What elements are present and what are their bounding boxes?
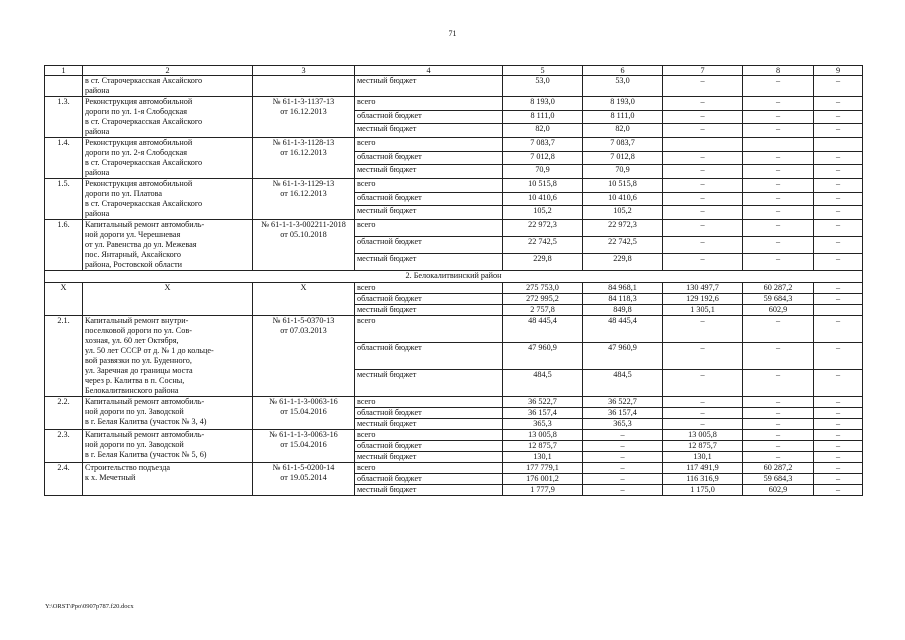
object-name-line: ной дороги по ул. Заводской [85, 406, 184, 416]
table-body [45, 66, 863, 496]
funding-source: областной бюджет [355, 110, 503, 124]
amount-cell: 8 193,0 [583, 97, 663, 111]
amount-cell: 7 012,8 [503, 151, 583, 165]
amount-cell: – [663, 151, 743, 165]
amount-cell: – [814, 237, 863, 254]
item-number: 1.4. [45, 138, 83, 179]
object-name-line: Капитальный ремонт автомобиль- [85, 220, 205, 229]
funding-source: местный бюджет [355, 124, 503, 138]
amount-cell: 22 742,5 [503, 237, 583, 254]
amount-cell: – [743, 369, 814, 396]
funding-source: местный бюджет [355, 254, 503, 271]
funding-source: местный бюджет [355, 206, 503, 220]
amount-cell: – [814, 206, 863, 220]
funding-source: областной бюджет [355, 151, 503, 165]
amount-cell: – [743, 315, 814, 342]
amount-cell: – [663, 192, 743, 206]
page-number: 71 [448, 29, 457, 38]
object-name-line: ул. Заречная до границы моста [85, 365, 193, 375]
amount-cell: – [814, 407, 863, 418]
amount-cell: – [814, 282, 863, 293]
funding-source: областной бюджет [355, 407, 503, 418]
item-number: 2.1. [45, 315, 83, 396]
amount-cell: – [814, 293, 863, 304]
amount-cell: 36 522,7 [583, 396, 663, 407]
amount-cell: 8 111,0 [583, 110, 663, 124]
amount-cell: – [743, 451, 814, 462]
item-number: 2.2. [45, 396, 83, 429]
amount-cell: 1 777,9 [503, 484, 583, 495]
funding-source: всего [355, 429, 503, 440]
amount-cell: 7 083,7 [583, 138, 663, 152]
object-name-line: района, Ростовской области [85, 260, 183, 269]
header-cell: 9 [814, 66, 863, 76]
amount-cell: – [583, 440, 663, 451]
amount-cell: 47 960,9 [583, 342, 663, 369]
amount-cell: – [743, 192, 814, 206]
amount-cell: 602,9 [743, 484, 814, 495]
amount-cell: 117 491,9 [663, 462, 743, 473]
amount-cell: – [814, 451, 863, 462]
amount-cell: – [583, 462, 663, 473]
amount-cell [814, 304, 863, 315]
amount-cell [663, 138, 743, 152]
header-cell: 1 [45, 66, 83, 76]
amount-cell: 130,1 [663, 451, 743, 462]
header-cell: 3 [253, 66, 355, 76]
header-cell: 6 [583, 66, 663, 76]
document-ref-line: № 61-1-1-3-0063-16 [269, 429, 338, 439]
amount-cell: – [583, 484, 663, 495]
amount-cell: – [814, 396, 863, 407]
funding-source: местный бюджет [355, 369, 503, 396]
amount-cell: 13 005,8 [503, 429, 583, 440]
document-ref-line: № 61-1-5-0200-14 [272, 462, 335, 472]
amount-cell: – [663, 407, 743, 418]
document-ref-line: № 61-1-3-1128-13 [272, 138, 335, 147]
amount-cell: – [814, 110, 863, 124]
document-ref [253, 138, 355, 179]
table-row [45, 396, 863, 407]
object-name-line: в ст. Старочеркасская Аксайского [85, 117, 203, 126]
amount-cell: 10 515,8 [503, 179, 583, 193]
amount-cell: 70,9 [503, 165, 583, 179]
document-ref [253, 76, 355, 97]
amount-cell: – [663, 179, 743, 193]
object-name [83, 220, 253, 271]
amount-cell: 2 757,8 [503, 304, 583, 315]
table-row [45, 138, 863, 152]
section-title: 2. Белокалитвинский район [45, 271, 863, 283]
object-name-line: района [85, 168, 110, 177]
amount-cell: – [663, 220, 743, 237]
table-row [45, 315, 863, 342]
object-name-line: от ул. Равенства до ул. Межевая [85, 240, 197, 249]
funding-source: всего [355, 220, 503, 237]
amount-cell: – [814, 315, 863, 342]
amount-cell: – [663, 315, 743, 342]
amount-cell: 10 515,8 [583, 179, 663, 193]
amount-cell: – [583, 429, 663, 440]
amount-cell: 105,2 [583, 206, 663, 220]
file-path-footer: Y:\ORST\Ppo\0907p787.f20.docx [45, 603, 134, 610]
document-ref-line: № 61-1-1-3-002211-2018 [261, 220, 346, 229]
document-ref-line: X [300, 282, 307, 292]
funding-source: всего [355, 315, 503, 342]
amount-cell: 10 410,6 [583, 192, 663, 206]
object-name-line: в г. Белая Калитва (участок № 3, 4) [85, 416, 207, 426]
funding-source: областной бюджет [355, 192, 503, 206]
amount-cell: – [743, 254, 814, 271]
amount-cell: 22 742,5 [583, 237, 663, 254]
amount-cell: 10 410,6 [503, 192, 583, 206]
amount-cell: – [743, 342, 814, 369]
amount-cell: – [814, 220, 863, 237]
document-ref-line: от 15.04.2016 [280, 439, 327, 449]
object-name-line: X [164, 282, 171, 292]
item-number: 1.6. [45, 220, 83, 271]
amount-cell: – [743, 76, 814, 97]
amount-cell: 47 960,9 [503, 342, 583, 369]
funding-source: всего [355, 396, 503, 407]
amount-cell: 105,2 [503, 206, 583, 220]
object-name-line: района [85, 86, 110, 95]
item-number: 2.3. [45, 429, 83, 462]
funding-source: местный бюджет [355, 165, 503, 179]
amount-cell: – [814, 369, 863, 396]
amount-cell: – [814, 97, 863, 111]
object-name-line: дороги по ул. Платова [85, 189, 163, 198]
amount-cell: – [814, 165, 863, 179]
table-row [45, 97, 863, 111]
amount-cell: – [663, 254, 743, 271]
amount-cell: 8 111,0 [503, 110, 583, 124]
amount-cell: – [743, 124, 814, 138]
amount-cell: 13 005,8 [663, 429, 743, 440]
object-name-line: вой развязки по ул. Буденного, [85, 355, 192, 365]
object-name-line: Реконструкция автомобильной [85, 138, 193, 147]
amount-cell: 82,0 [503, 124, 583, 138]
amount-cell: – [743, 396, 814, 407]
object-name-line: дороги по ул. 2-я Слободская [85, 148, 188, 157]
amount-cell: 82,0 [583, 124, 663, 138]
amount-cell: – [743, 237, 814, 254]
object-name-line: дороги по ул. 1-я Слободская [85, 107, 188, 116]
amount-cell: – [743, 407, 814, 418]
table-row [45, 282, 863, 293]
object-name-line: Реконструкция автомобильной [85, 97, 193, 106]
object-name-line: ной дороги ул. Черешневая [85, 230, 181, 239]
document-ref [253, 429, 355, 462]
amount-cell: 272 995,2 [503, 293, 583, 304]
budget-table [44, 65, 863, 496]
amount-cell: – [814, 151, 863, 165]
object-name [83, 138, 253, 179]
funding-source: местный бюджет [355, 304, 503, 315]
item-number: 1.5. [45, 179, 83, 220]
item-number [45, 76, 83, 97]
amount-cell: – [743, 179, 814, 193]
amount-cell: 177 779,1 [503, 462, 583, 473]
table-row [45, 179, 863, 193]
amount-cell: – [583, 451, 663, 462]
object-name-line: в ст. Старочеркасская Аксайского [85, 199, 203, 208]
amount-cell: – [663, 369, 743, 396]
object-name [83, 179, 253, 220]
document-ref-line: № 61-1-3-1129-13 [272, 179, 335, 188]
funding-source: всего [355, 462, 503, 473]
amount-cell: 1 305,1 [663, 304, 743, 315]
amount-cell: – [814, 440, 863, 451]
object-name-line: хозная, ул. 60 лет Октября, [85, 335, 179, 345]
object-name-line: Строительство подъезда [85, 462, 171, 472]
object-name [83, 462, 253, 495]
object-name-line: в г. Белая Калитва (участок № 5, 6) [85, 449, 207, 459]
funding-source: областной бюджет [355, 293, 503, 304]
amount-cell: 70,9 [583, 165, 663, 179]
table-row [45, 76, 863, 97]
amount-cell: 116 316,9 [663, 473, 743, 484]
amount-cell: – [743, 165, 814, 179]
amount-cell: – [814, 254, 863, 271]
item-number: 1.3. [45, 97, 83, 138]
amount-cell: – [663, 342, 743, 369]
amount-cell: 484,5 [583, 369, 663, 396]
amount-cell: 12 875,7 [663, 440, 743, 451]
amount-cell: 602,9 [743, 304, 814, 315]
object-name-line: к х. Мечетный [85, 472, 136, 482]
funding-source: всего [355, 179, 503, 193]
amount-cell: 129 192,6 [663, 293, 743, 304]
header-row [45, 66, 863, 76]
document-ref-line: № 61-1-5-0370-13 [272, 315, 335, 325]
amount-cell: 484,5 [503, 369, 583, 396]
amount-cell: – [743, 418, 814, 429]
document-ref-line: № 61-1-3-1137-13 [272, 97, 335, 106]
header-cell: 5 [503, 66, 583, 76]
amount-cell: – [814, 179, 863, 193]
amount-cell: 8 193,0 [503, 97, 583, 111]
amount-cell: – [814, 124, 863, 138]
amount-cell: 176 001,2 [503, 473, 583, 484]
funding-source: местный бюджет [355, 451, 503, 462]
amount-cell: 229,8 [503, 254, 583, 271]
document-ref-line: от 16.12.2013 [280, 189, 327, 198]
amount-cell [743, 138, 814, 152]
document-ref [253, 282, 355, 315]
amount-cell: 60 287,2 [743, 282, 814, 293]
object-name-line: пос. Янтарный, Аксайского [85, 250, 181, 259]
amount-cell: 48 445,4 [503, 315, 583, 342]
amount-cell: – [743, 220, 814, 237]
amount-cell: 849,8 [583, 304, 663, 315]
amount-cell: – [743, 97, 814, 111]
funding-source: всего [355, 97, 503, 111]
object-name-line: Реконструкция автомобильной [85, 179, 193, 188]
amount-cell: 53,0 [503, 76, 583, 97]
object-name-line: района [85, 127, 110, 136]
amount-cell: 36 157,4 [583, 407, 663, 418]
amount-cell: – [743, 151, 814, 165]
object-name-line: района [85, 209, 110, 218]
amount-cell: – [814, 76, 863, 97]
table-row [45, 462, 863, 473]
object-name [83, 429, 253, 462]
document-ref [253, 462, 355, 495]
amount-cell: – [743, 429, 814, 440]
document-ref [253, 179, 355, 220]
amount-cell: 12 875,7 [503, 440, 583, 451]
amount-cell: 59 684,3 [743, 293, 814, 304]
amount-cell: 365,3 [583, 418, 663, 429]
header-cell: 4 [355, 66, 503, 76]
object-name [83, 315, 253, 396]
amount-cell: – [814, 429, 863, 440]
amount-cell: – [663, 396, 743, 407]
amount-cell: – [663, 237, 743, 254]
amount-cell: 130,1 [503, 451, 583, 462]
amount-cell: – [743, 440, 814, 451]
funding-source: местный бюджет [355, 484, 503, 495]
amount-cell: 60 287,2 [743, 462, 814, 473]
document-ref [253, 220, 355, 271]
amount-cell: 7 012,8 [583, 151, 663, 165]
amount-cell: 365,3 [503, 418, 583, 429]
section-row [45, 271, 863, 283]
funding-source: областной бюджет [355, 342, 503, 369]
amount-cell: 84 118,3 [583, 293, 663, 304]
amount-cell: – [663, 165, 743, 179]
amount-cell: – [814, 484, 863, 495]
object-name-line: в ст. Старочеркасская Аксайского [85, 158, 203, 167]
object-name-line: ной дороги по ул. Заводской [85, 439, 184, 449]
object-name [83, 97, 253, 138]
amount-cell: – [814, 342, 863, 369]
amount-cell: – [663, 110, 743, 124]
object-name [83, 76, 253, 97]
document-ref [253, 97, 355, 138]
funding-source: областной бюджет [355, 473, 503, 484]
amount-cell: – [583, 473, 663, 484]
amount-cell: – [743, 206, 814, 220]
amount-cell: – [814, 473, 863, 484]
document-ref-line: от 16.12.2013 [280, 107, 327, 116]
amount-cell: 22 972,3 [583, 220, 663, 237]
table-row [45, 220, 863, 237]
funding-source: всего [355, 282, 503, 293]
object-name-line: через р. Калитва в п. Сосны, [85, 375, 185, 385]
item-number: 2.4. [45, 462, 83, 495]
document-ref-line: от 05.10.2018 [280, 230, 327, 239]
funding-source: всего [355, 138, 503, 152]
object-name-line: Капитальный ремонт автомобиль- [85, 429, 205, 439]
funding-source: областной бюджет [355, 440, 503, 451]
amount-cell: 1 175,0 [663, 484, 743, 495]
amount-cell: 36 157,4 [503, 407, 583, 418]
header-cell: 2 [83, 66, 253, 76]
document-ref-line: от 19.05.2014 [280, 472, 327, 482]
amount-cell: – [814, 418, 863, 429]
amount-cell: – [814, 192, 863, 206]
object-name [83, 282, 253, 315]
document-ref-line: от 16.12.2013 [280, 148, 327, 157]
amount-cell: 22 972,3 [503, 220, 583, 237]
amount-cell: 229,8 [583, 254, 663, 271]
funding-source: местный бюджет [355, 418, 503, 429]
document-ref [253, 396, 355, 429]
document-ref [253, 315, 355, 396]
amount-cell: 84 968,1 [583, 282, 663, 293]
header-cell: 8 [743, 66, 814, 76]
object-name-line: Капитальный ремонт внутри- [85, 315, 189, 325]
object-name [83, 396, 253, 429]
object-name-line: ул. 50 лет СССР от д. № 1 до кольце- [85, 345, 214, 355]
document-ref-line: от 07.03.2013 [280, 325, 327, 335]
amount-cell [814, 138, 863, 152]
amount-cell: – [663, 418, 743, 429]
amount-cell: 48 445,4 [583, 315, 663, 342]
object-name-line: Белокалитвинского района [85, 385, 179, 395]
amount-cell: – [663, 76, 743, 97]
amount-cell: 59 684,3 [743, 473, 814, 484]
document-ref-line: от 15.04.2016 [280, 406, 327, 416]
amount-cell: 53,0 [583, 76, 663, 97]
document-ref-line: № 61-1-1-3-0063-16 [269, 396, 338, 406]
table-row [45, 429, 863, 440]
amount-cell: 275 753,0 [503, 282, 583, 293]
object-name-line: Капитальный ремонт автомобиль- [85, 396, 205, 406]
header-cell: 7 [663, 66, 743, 76]
amount-cell: 7 083,7 [503, 138, 583, 152]
amount-cell: – [743, 110, 814, 124]
item-number: X [45, 282, 83, 315]
amount-cell: 130 497,7 [663, 282, 743, 293]
amount-cell: – [663, 206, 743, 220]
amount-cell: – [814, 462, 863, 473]
object-name-line: в ст. Старочеркасская Аксайского [85, 76, 203, 85]
amount-cell: – [663, 124, 743, 138]
amount-cell: 36 522,7 [503, 396, 583, 407]
funding-source: областной бюджет [355, 237, 503, 254]
funding-source: местный бюджет [355, 76, 503, 97]
amount-cell: – [663, 97, 743, 111]
object-name-line: поселковой дороги по ул. Сов- [85, 325, 192, 335]
